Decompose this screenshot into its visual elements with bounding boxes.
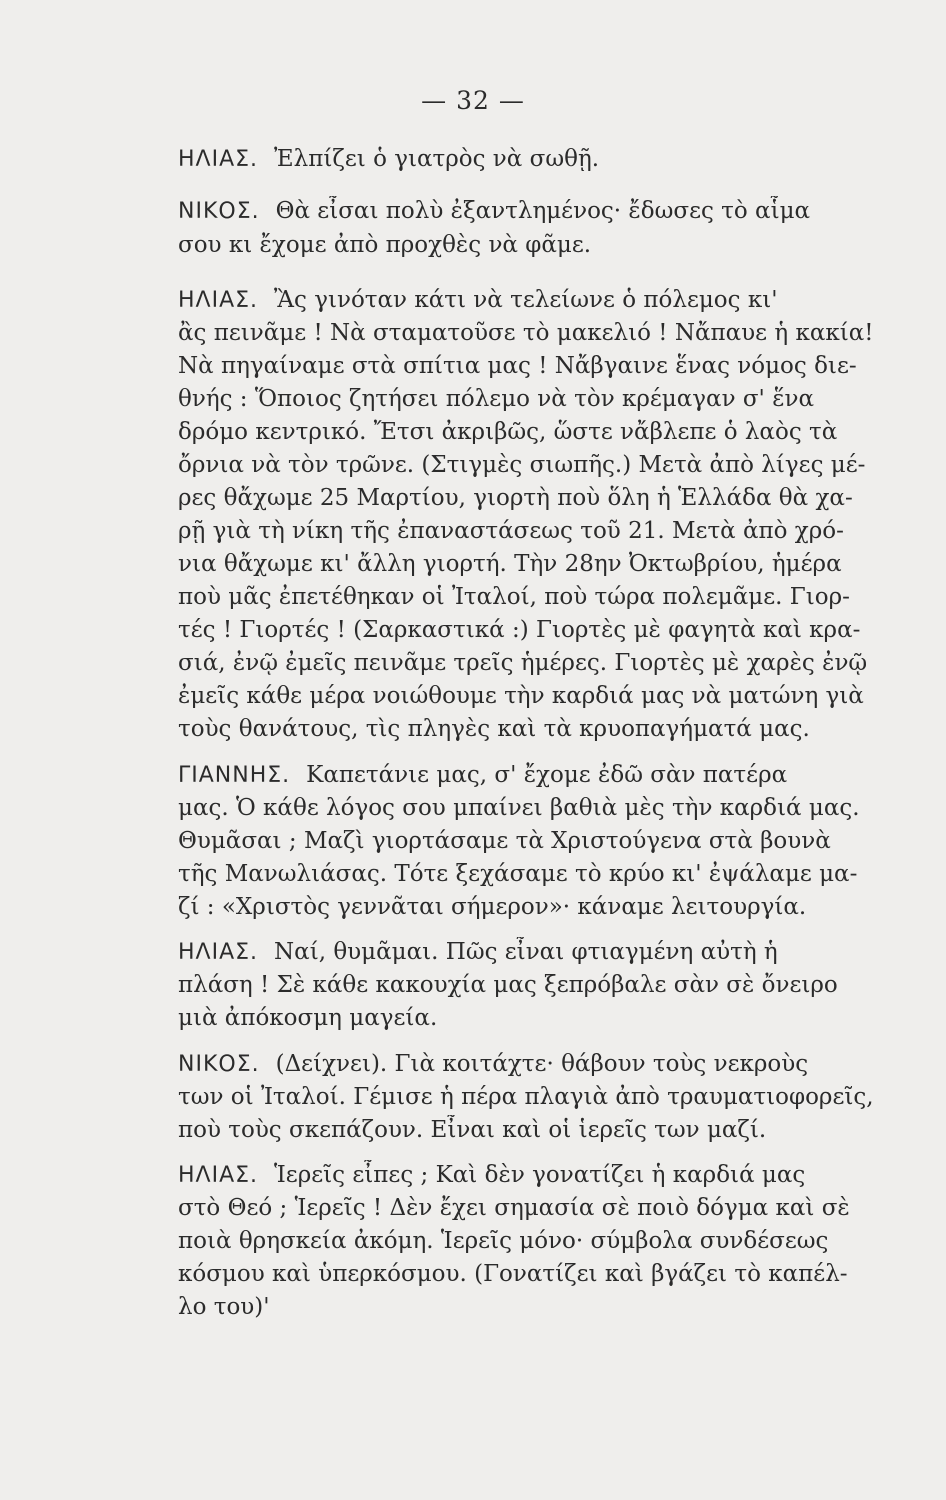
speech-line: τές ! Γιορτές ! (Σαρκαστικά :) Γιορτὲς μὲ φαγητὰ καὶ κρα- [178,617,861,643]
speech-line [178,144,898,175]
speech-line: ποὺ τοὺς σκεπάζουν. Εἶναι καὶ οἱ ἱερεῖς των μαζί. [178,1117,767,1143]
speaker-name: ΝΙΚΟΣ. [178,199,260,224]
speech-text: Ἂς γινόταν κάτι νὰ τελείωνε ὁ πόλεμος κι' [274,287,778,313]
speech-line: Θυμᾶσαι ; Μαζὶ γιορτάσαμε τὰ Χριστούγενα στὰ βουνὰ [178,828,831,854]
speech-line: λο του)' [178,1294,270,1320]
speech-text: Θὰ εἶσαι πολὺ ἐξαντλημένος· ἔδωσες τὸ αἷμα [275,198,811,224]
speech-line: ἂς πεινᾶμε ! Νὰ σταματοῦσε τὸ μακελιό ! Νἄπαυε ἡ κακία! [178,320,874,346]
speaker-name: ΗΛΙΑΣ. [178,288,259,313]
speech-line: στὸ Θεό ; Ἱερεῖς ! Δὲν ἔχει σημασία σὲ ποιὸ δόγμα καὶ σὲ [178,1195,850,1221]
speech-line: ποιὰ θρησκεία ἀκόμη. Ἱερεῖς μόνο· σύμβολα συνδέσεως [178,1228,829,1254]
speech-line [178,1160,898,1191]
speech-text: Ναί, θυμᾶμαι. Πῶς εἶναι φτιαγμένη αὐτὴ ἡ [274,939,778,965]
speaker-name: ΗΛΙΑΣ. [178,1163,259,1188]
speaker-name: ΗΛΙΑΣ. [178,147,259,172]
speech-line: τῆς Μανωλιάσας. Τότε ξεχάσαμε τὸ κρύο κι' ἐψάλαμε μα- [178,861,858,887]
speech-line [178,285,898,316]
speech-line: ρῇ γιὰ τὴ νίκη τῆς ἐπαναστάσεως τοῦ 21. Μετὰ ἀπὸ χρό- [178,518,844,544]
speech-text: Καπετάνιε μας, σ' ἔχομε ἐδῶ σὰν πατέρα [306,762,788,788]
speech-line [178,760,898,791]
speech-line [178,937,898,968]
speech-line: θνής : Ὅποιος ζητήσει πόλεμο νὰ τὸν κρέμαγαν σ' ἕνα [178,386,815,412]
speaker-name: ΝΙΚΟΣ. [178,1052,260,1077]
speech-text: (Δείχνει). Γιὰ κοιτάχτε· θάβουν τοὺς νεκροὺς [275,1051,809,1077]
page-number: — 32 — [421,86,525,115]
speech-line: Νὰ πηγαίναμε στὰ σπίτια μας ! Νἄβγαινε ἕνας νόμος διε- [178,353,857,379]
speech-line: ὄρνια νὰ τὸν τρῶνε. (Στιγμὲς σιωπῆς.) Μετὰ ἀπὸ λίγες μέ- [178,452,866,478]
speech-line: δρόμο κεντρικό. Ἔτσι ἀκριβῶς, ὥστε νἄβλεπε ὁ λαὸς τὰ [178,419,838,445]
speech-line: ρες θἄχωμε 25 Μαρτίου, γιορτὴ ποὺ ὅλη ἡ Ἑλλάδα θὰ χα- [178,485,853,511]
speech-line: των οἱ Ἰταλοί. Γέμισε ἡ πέρα πλαγιὰ ἀπὸ τραυματιοφορεῖς, [178,1084,874,1110]
speech-text: Ἱερεῖς εἶπες ; Καὶ δὲν γονατίζει ἡ καρδιά μας [274,1162,806,1188]
speech-line: ἐμεῖς κάθε μέρα νοιώθουμε τὴν καρδιά μας νὰ ματώνη γιὰ [178,683,864,709]
speech-line: μιὰ ἀπόκοσμη μαγεία. [178,1005,438,1031]
speech-line: κόσμου καὶ ὑπερκόσμου. (Γονατίζει καὶ βγάζει τὸ καπέλ- [178,1261,848,1287]
speech-line: τοὺς θανάτους, τὶς πληγὲς καὶ τὰ κρυοπαγήματά μας. [178,716,810,742]
speech-line: νια θἄχωμε κι' ἄλλη γιορτή. Τὴν 28ην Ὀκτωβρίου, ἡμέρα [178,551,842,577]
speech-line: σιά, ἐνῷ ἐμεῖς πεινᾶμε τρεῖς ἡμέρες. Γιορτὲς μὲ χαρὲς ἐνῷ [178,650,868,676]
speech-line [178,1049,898,1080]
speaker-name: ΗΛΙΑΣ. [178,940,259,965]
speech-line: μας. Ὁ κάθε λόγος σου μπαίνει βαθιὰ μὲς τὴν καρδιά μας. [178,795,860,821]
speech-line: ζί : «Χριστὸς γεννᾶται σήμερον»· κάναμε λειτουργία. [178,894,807,920]
speech-line: ποὺ μᾶς ἐπετέθηκαν οἱ Ἰταλοί, ποὺ τώρα πολεμᾶμε. Γιορ- [178,584,850,610]
speech-line [178,196,898,227]
speech-text: Ἐλπίζει ὁ γιατρὸς νὰ σωθῇ. [274,146,600,172]
speech-line: σου κι ἔχομε ἀπὸ προχθὲς νὰ φᾶμε. [178,232,592,258]
speaker-name: ΓΙΑΝΝΗΣ. [178,763,291,788]
speech-line: πλάση ! Σὲ κάθε κακουχία μας ξεπρόβαλε σὰν σὲ ὄνειρο [178,972,838,998]
